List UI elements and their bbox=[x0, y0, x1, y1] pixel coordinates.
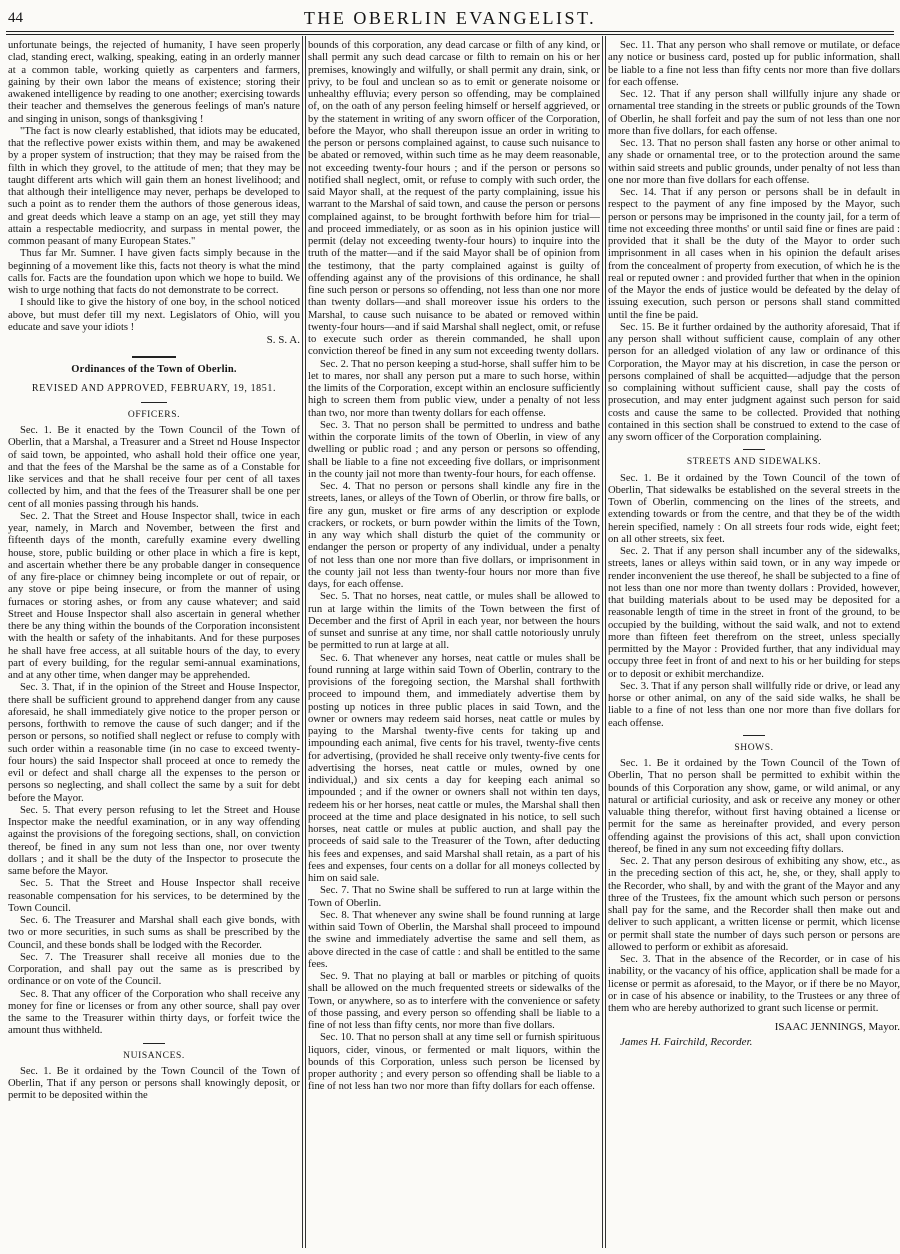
section-paragraph: Sec. 3. That no person shall be permitted to undress and bathe within the corporate limits of the town of Oberlin, in view of any dwelling or public road ; and any person or persons so offending, shall be liable to a fine not exceeding five dollars, or imprisonment in the county jail not more than twenty-four hours, for each offense. bbox=[308, 419, 600, 480]
section-paragraph: Sec. 3. That if any person shall willfully ride or drive, or lead any horse or other animal, on any of the said side walks, he shall be liable to a fine of not less than one nor more than five dollars for each offense. bbox=[608, 680, 900, 729]
section-paragraph: Sec. 9. That no playing at ball or marbles or pitching of quoits shall be allowed on the much frequented streets or sidewalks of the Town, or anywhere, so as to interfere with the convenience or safety of those passing, and every person so offending shall be liable to a fine of not less than fifty cents, nor more than five dollars. bbox=[308, 971, 600, 1031]
section-paragraph: Sec. 3. That in the absence of the Recorder, or in case of his inability, or the vacancy of his office, application shall be made for a license or permit as aforesaid, to the Mayor, or if there be no Mayor, or in case of his absence or inability, to the Trustees or any three of them who are hereby authorized to grant such license or permit. bbox=[608, 954, 900, 1014]
column-divider bbox=[302, 36, 303, 1248]
paragraph: Thus far Mr. Sumner. I have given facts simply because in the beginning of a movement like this, facts not theory is what the mind calls for. Facts are the foundation upon which we hope to build. We wish to urge nothing that facts do not demonstrate to be correct. bbox=[8, 248, 300, 296]
section-paragraph: Sec. 1. Be it enacted by the Town Council of the Town of Oberlin, that a Marshal, a Treasurer and a Street nd House Inspector of said town, be appointed, who ashall hold their office one year, and that the fees of the Marshal be the same as of a Constable for like services and that he shall receive four per cent of all taxes collected by him, and that the fees of the Treasurer shall be one per cent of all monies passing through his hands. bbox=[8, 425, 300, 510]
author-initials: S. S. A. bbox=[266, 334, 300, 346]
section-paragraph: Sec. 2. That the Street and House Inspector shall, twice in each year, namely, in March and November, between the first and fifteenth days of the month, carefully examine every dwelling house, store, public building or other place in which a fire is kept, and ascertain whether there be any probable danger in consequence of any fire-place or chimney being incomplete or out of repair, or any stove or pipe being insecure, or from the manner of using furnaces or storing ashes, or from any cause whatever; and said Street and House Inspector shall also ascertain in general whether there be any thing within the bounds of the Corporation inconsistent with the health or safety of the inhabitants. And for these purposes he shall have free access, at all suitable hours of the day, to every part of every building, for the regular semi-annual examinations, and at any other time, when danger may be apprehended. bbox=[8, 510, 300, 681]
column-divider bbox=[305, 36, 306, 1248]
section-paragraph: Sec. 2. That if any person shall incumber any of the sidewalks, streets, lanes or alleys within said town, or in any way impede or render inconvenient the use thereof, he shall be subjected to a fine of not less than one nor more than twenty dollars : Provided, however, that building materials about to be used may be deposited for a reasonable length of time in the street in front of the ground, to be occupied by the building, without the said walk, and not to extend more than fifteen feet therefrom on the street, unless specially permitted by the Mayor : Provided further, that any individual may occupy three feet in front of and next to his or her building for steps or to deposit or exhibit merchandize. bbox=[608, 546, 900, 680]
section-paragraph: Sec. 5. That the Street and House Inspector shall receive reasonable compensation for his services, to be determined by the Town Council. bbox=[8, 878, 300, 914]
section-paragraph: Sec. 7. That no Swine shall be suffered to run at large within the Town of Oberlin. bbox=[308, 885, 600, 909]
section-paragraph: Sec. 15. Be it further ordained by the authority aforesaid, That if any person shall without sufficient cause, complain of any other person for an alledged violation of any law or ordinance of this Corporation, the Mayor may at his discretion, in case the person or persons complained of shall be acquitted—adjudge that the person so complaining without sufficient cause, shall pay the costs of prosecution, and may enter judgment against such person for said costs and cause the same to be collected. Provided that nothing contained in this section shall be construed to extend to the case of any sworn officer of the Corporation complaining. bbox=[608, 321, 900, 443]
page-number: 44 bbox=[8, 10, 23, 26]
section-rule bbox=[743, 449, 765, 450]
section-paragraph: Sec. 6. The Treasurer and Marshal shall each give bonds, with two or more securities, in such sums as shall be prescribed by the Council, and these bonds shall be lodged with the Recorder. bbox=[8, 915, 300, 951]
section-paragraph: Sec. 10. That no person shall at any time sell or furnish spirituous liquors, cider, vinous, or fermented or malt liquors, within the bounds of this Corporation, unless such person be licensed by proper authority ; and every person so offending shall be liable to a fine of not less han two nor more than fifty dollars for each offense. bbox=[308, 1032, 600, 1093]
column-divider bbox=[602, 36, 603, 1248]
section-paragraph: Sec. 7. The Treasurer shall receive all monies due to the Corporation, and shall pay out the same as is prescribed by ordinance or on vote of the Council. bbox=[8, 951, 300, 988]
section-paragraph: Sec. 11. That any person who shall remove or mutilate, or deface any notice or business card, posted up for public information, shall be liable to a fine not less than fifty cents nor more than five dollars for each offense. bbox=[608, 40, 900, 88]
ordinance-title: Ordinances of the Town of Oberlin. bbox=[71, 364, 237, 376]
paragraph: "The fact is now clearly established, that idiots may be educated, that the reflective power exists within them, and may be awakened by a proper system of instruction; that they may be raised from the filth in which they grovel, to the attitude of men; that they may be taught different arts which will gain them an honest livelihood; and that although their intelligence may never, perhaps be developed to such a point as to render them the authors of those generous ideas, and great deeds which leave a stamp on an age, yet still they may attain a respectable mediocrity, and surpass in mental power, the common peasant of many European States." bbox=[8, 125, 300, 247]
section-paragraph: Sec. 8. That any officer of the Corporation who shall receive any money for fine or licenses or from any other source, shall pay over the same to the Treasurer within thirty days, or forfeit twice the amount thus withheld. bbox=[8, 988, 300, 1037]
section-paragraph: bounds of this corporation, any dead carcase or filth of any kind, or shall permit any such dead carcase or filth to remain on his or her premises, knowingly and wilfully, or shall permit any drain, sink, or privy, to be foul and unclean so as to emit or generate noisome or unhealthy effluvia; every person so offending, may be complained of, on the oath of any person feeling himself or herself aggrieved, or by the statement in writing of any sworn officer of the Corporation, before the Mayor, who shall thereupon issue an order in writing to the person or persons complained against, to cause such nuisance to be abated or removed, within such time as he may deem reasonable, not exceeding twenty-four hours ; and if the person or persons so notified shall neglect, omit, or refuse to comply with such order, the said Mayor shall, at the request of the party complaining, issue his warrant to the Marshal of said town, and cause the person or persons complained against, to be brought forthwith before him for trial—and proceed immediately, or as soon as in his opinion justice will permit (delay not exceeding twenty-four hours) to inquire into the truth of the matter—and if the said Mayor shall be of opinion from the testimony, that the party complained against is guilty of offending against any of the provisions of this ordinance, he shall fine such person or persons so offending, not less than one nor more than twenty dollars—and shall moreover issue his orders to the Marshal, to cause such nuisance to be abated or removed within twenty-four hours—and if said Marshal shall neglect, omit, or refuse to execute such order as therein commanded, he shall upon conviction thereof be fined in any sum not exceeding twenty dollars. bbox=[308, 40, 600, 358]
section-rule bbox=[141, 402, 167, 403]
page-header bbox=[0, 0, 900, 30]
section-paragraph: Sec. 2. That any person desirous of exhibiting any show, etc., as in the preceding section of this act, he, she, or they, shall apply to the Recorder, who shall, by and with the grant of the Mayor and any three of the Trustees, fix the amount which such person or persons shall pay for the same, and the Recorder shall then make out and deliver to such applicant, a written license or permit, which license or permit shall state the number of days such person or persons are allowed to perform or exhibit as aforesaid. bbox=[608, 856, 900, 953]
section-paragraph: Sec. 4. That no person or persons shall kindle any fire in the streets, lanes, or alleys of the Town of Oberlin, or throw fire balls, or fire any gun, musket or fire arms of any description or explode crackers, or rockets, or burn powder within the limits of the Town, in any way which shall disturb the quiet of the community or endanger the person or property of any individual, under a penalty of not less than one nor more than five dollars, or imprisonment in the county jail not less than twenty-four hours nor more than five days, for each offense. bbox=[308, 481, 600, 590]
section-paragraph: Sec. 3. That, if in the opinion of the Street and House Inspector, there shall be sufficient ground to apprehend danger from any cause aforesaid, he shall immediately give notice to the proper person or persons, forthwith to remove the cause of such danger; and if the person or persons, so notified shall neglect or refuse to comply with such order within a reasonable time (in no case to exceed twenty-four hours) the said Inspector shall proceed at once to remedy the evil or defect and shall charge all the expenses to the person or persons so neglecting, and shall collect the same by a suit for debt before the Mayor. bbox=[8, 682, 300, 804]
section-heading-shows: SHOWS. bbox=[734, 742, 774, 753]
section-paragraph: Sec. 8. That whenever any swine shall be found running at large within said Town of Oberlin, the Marshal shall proceed to impound the swine and immediately advertise the same and sell them, as above directed in the case of cattle : and shall be entitled to the same fees. bbox=[308, 909, 600, 970]
section-paragraph: Sec. 1. Be it ordained by the Town Council of the Town of Oberlin, That no person shall be permitted to exhibit within the bounds of this Corporation any show, game, or wild animal, or any natural or artificial curiosity, and ask or receive any money or other valuable thing therefor, without first having obtained a license or permit for the same as hereinafter provided, and every person offending against the provisions of this act, shall upon conviction thereof, be fined in any sum not exceeding fifty dollars. bbox=[608, 758, 900, 855]
section-paragraph: Sec. 14. That if any person or persons shall be in default in respect to the payment of any fine imposed by the Mayor, such person or persons may be imprisoned in the county jail, for a term of time not exceeding three months' or until said fine or fines are paid : provided that it shall be the duty of the Mayor to order such imprisonment in all cases when in his opinion the default arises from the concealment of property from execution, of which he is the real or reputed owner : and provided further that when in the opinion of the Mayor the ends of justice would be defeated by the delay of issuing execution, such person or persons shall stand committed until the fine be paid. bbox=[608, 187, 900, 321]
signature-mayor: ISAAC JENNINGS, Mayor. bbox=[774, 1021, 900, 1034]
paragraph: I should like to give the history of one boy, in the school noticed above, but must defer till my next. Legislators of Ohio, will you educate and save your idiots ! bbox=[8, 297, 300, 333]
paragraph: unfortunate beings, the rejected of humanity, I have seen properly clad, standing erect, walking, speaking, eating in an orderly manner at a common table, working quietly as carpenters and farmers, gaining by their own labor the means of existence; storing their awakened intelligence by reading to one another; exercising towards their teacher and themselves the generous feelings of man's nature and singing in unison, songs of thanksgiving ! bbox=[8, 40, 300, 125]
section-rule bbox=[132, 356, 176, 358]
ordinance-subtitle: REVISED AND APPROVED, FEBRUARY, 19, 1851. bbox=[31, 382, 277, 394]
header-rule bbox=[6, 31, 894, 32]
section-paragraph: Sec. 6. That whenever any horses, neat cattle or mules shall be found running at large within said Town of Oberlin, contrary to the provisions of the foregoing section, the Marshal shall forthwith proceed to impound them, and immediately advertise them by posting up notices in three public places in said Town, and the owner or owners may redeem said horses, neat cattle or mules by paying to the Marshal twenty-five cents for taking up and impounding each animal, five cents for his travel, twenty-five cents for advertising, (provided he shall receive only twenty-five cents for advertising the horses, neat cattle or mules, owned by one individual,) and six cents a day for keeping each animal so impounded ; and if the owner or owners shall not within ten days, redeem his or her horses, neat cattle or mules, the Marshal shall then proceed at the time and place designated in his notice, to sell such horses, neat cattle or mules at public auction, and shall pay the proceeds of said sale to the Treasurer of the Town, after deducting his fees and expenses, and said Marshal shall retain, as a part of his fees and expenses, four cents on a dollar for all moneys collected by him on said sale. bbox=[308, 652, 600, 884]
section-heading-streets: STREETS AND SIDEWALKS. bbox=[686, 457, 822, 468]
section-paragraph: Sec. 12. That if any person shall willfully injure any shade or ornamental tree standing in the streets or public grounds of the Town of Oberlin, he shall forfeit and pay the sum of not less than one nor more than five dollars, for each offense. bbox=[608, 89, 900, 137]
section-paragraph: Sec. 2. That no person keeping a stud-horse, shall suffer him to be let to mares, nor shall any person put a mare to such horse, within the limits of the Corporation, except within an enclosure sufficiently high to screen them from public view, under a penalty of not less than two, nor more than twenty dollars for each offense. bbox=[308, 358, 600, 419]
section-paragraph: Sec. 13. That no person shall fasten any horse or other animal to any shade or ornamental tree, or to the protection around the same within said streets and public grounds, under penalty of not less than one nor more than five dollars for each offense. bbox=[608, 138, 900, 186]
section-paragraph: Sec. 1. Be it ordained by the Town Council of the town of Oberlin, That sidewalks be established on the several streets in the Town of Oberlin, commencing on the lines of the streets, and extending towards or from the centre, and that they be of the width herein specified, namely : On all streets four rods wide, eight feet; on all other streets, six feet. bbox=[608, 472, 900, 545]
column-divider bbox=[605, 36, 606, 1248]
column-right bbox=[608, 40, 900, 1252]
section-heading-officers: OFFICERS. bbox=[127, 409, 181, 420]
header-rule bbox=[6, 34, 894, 35]
signature-recorder: James H. Fairchild, Recorder. bbox=[620, 1035, 753, 1048]
column-middle bbox=[308, 40, 600, 1252]
section-paragraph: Sec. 5. That every person refusing to let the Street and House Inspector make the needful examination, or in any way offending against the provisions of the foregoing sections, shall, on conviction thereof, be fined in any sum not less than one, nor over twenty dollars ; and it shall be the duty of the Inspector to prosecute the same before the Mayor. bbox=[8, 804, 300, 877]
section-heading-nuisances: NUISANCES. bbox=[123, 1050, 185, 1061]
section-rule bbox=[743, 735, 765, 736]
section-paragraph: Sec. 1. Be it ordained by the Town Council of the Town of Oberlin, That if any person or persons shall knowingly deposit, or permit to be deposited within the bbox=[8, 1065, 300, 1102]
masthead-title: THE OBERLIN EVANGELIST. bbox=[303, 8, 597, 28]
section-paragraph: Sec. 5. That no horses, neat cattle, or mules shall be allowed to run at large within the limits of the Town between the first of December and the first of April in each year, nor between the hours of sunset and sunrise at any time, nor shall cattle notoriously unruly be permitted to run at large at all. bbox=[308, 591, 600, 652]
column-left bbox=[8, 40, 300, 1252]
section-rule bbox=[143, 1043, 165, 1044]
